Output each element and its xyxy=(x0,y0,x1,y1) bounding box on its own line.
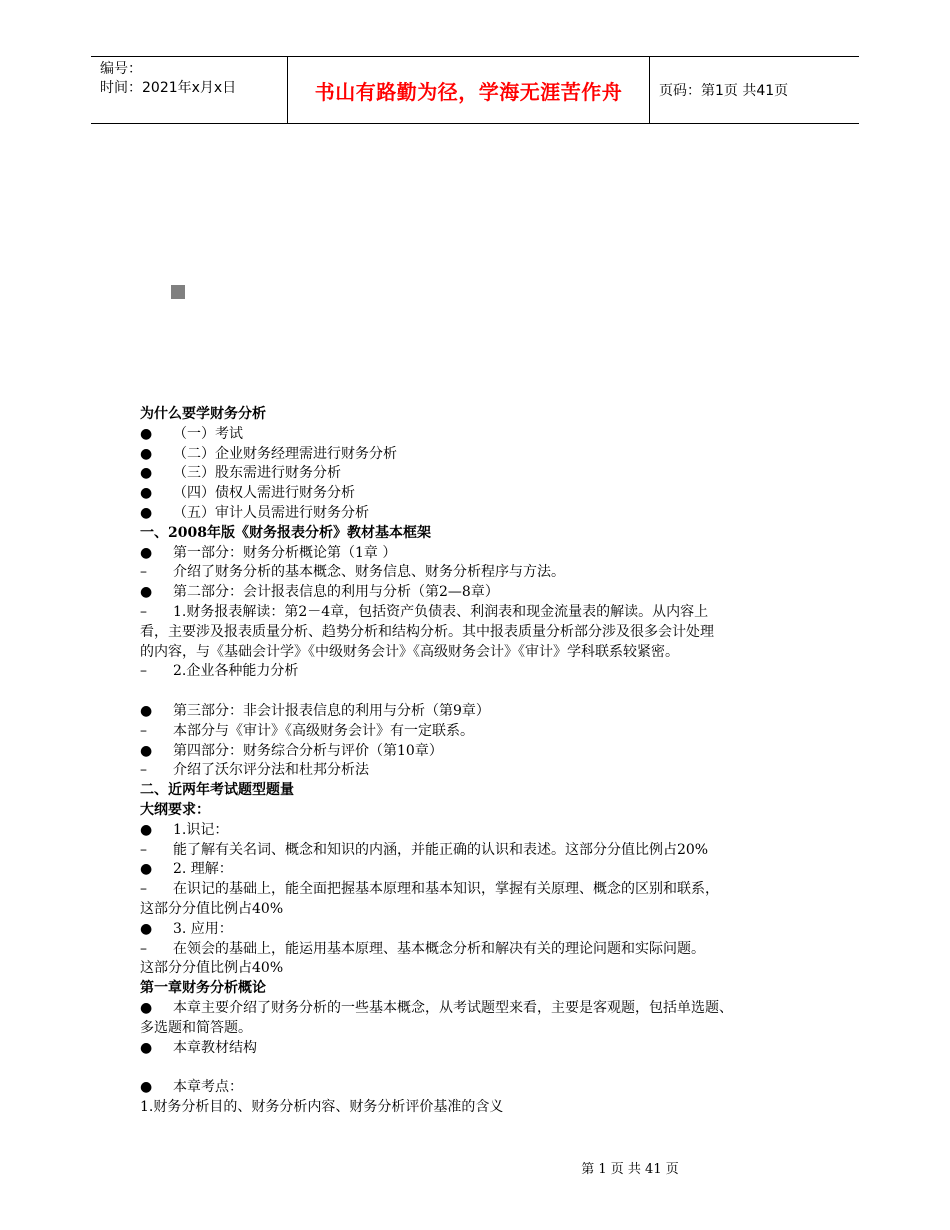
list-item xyxy=(140,484,830,504)
list-item xyxy=(140,445,830,465)
list-item-text: 第一部分：财务分析概论第（1章 ） xyxy=(173,544,397,561)
list-item xyxy=(140,999,830,1019)
list-item xyxy=(140,702,830,722)
list-item xyxy=(140,1039,830,1059)
list-item-text: 第二部分：会计报表信息的利用与分析（第2—8章） xyxy=(173,584,499,601)
dash-icon: – xyxy=(140,841,147,858)
list-item xyxy=(140,504,830,524)
list-item-text: 本章教材结构 xyxy=(173,1039,257,1056)
bullet-icon: ● xyxy=(140,821,153,838)
list-item xyxy=(140,920,830,940)
header-page-cell xyxy=(650,57,859,123)
list-item xyxy=(140,860,830,880)
paragraph-line: 的内容，与《基础会计学》《中级财务会计》《高级财务会计》《审计》学科联系较紧密。 xyxy=(140,643,679,660)
bullet-icon: ● xyxy=(140,544,153,561)
motto-text: 书山有路勤为径，学海无涯苦作舟 xyxy=(314,79,623,104)
bullet-icon: ● xyxy=(140,445,153,462)
time-label: 时间：2021年x月x日 xyxy=(100,80,237,96)
dash-item-text: 能了解有关名词、概念和知识的内涵，并能正确的认识和表述。这部分分值比例占20% xyxy=(173,841,709,858)
dash-icon: – xyxy=(140,762,147,779)
list-item xyxy=(140,544,830,564)
bullet-icon: ● xyxy=(140,999,153,1016)
bullet-icon: ● xyxy=(140,742,153,759)
dash-item-text: 在识记的基础上，能全面把握基本原理和基本知识，掌握有关原理、概念的区别和联系， xyxy=(173,881,719,898)
list-item-text: 第四部分：财务综合分析与评价（第10章） xyxy=(173,742,443,759)
paragraph-line: 1.财务分析目的、财务分析内容、财务分析评价基准的含义 xyxy=(140,1098,504,1115)
dash-item-text: 2.企业各种能力分析 xyxy=(173,663,299,680)
paragraph-line: 这部分分值比例占40% xyxy=(140,900,284,917)
bullet-icon: ● xyxy=(140,1039,153,1056)
dash-icon: – xyxy=(140,881,147,898)
bullet-icon: ● xyxy=(140,504,153,521)
list-item-text: 本章主要介绍了财务分析的一些基本概念，从考试题型来看，主要是客观题，包括单选题、 xyxy=(173,999,733,1016)
blank-line xyxy=(140,1058,830,1078)
list-item-text: （二）企业财务经理需进行财务分析 xyxy=(173,445,397,462)
section-heading-2: 二、近两年考试题型题量 xyxy=(140,782,294,799)
page-header xyxy=(91,56,859,124)
list-item xyxy=(140,583,830,603)
bullet-icon: ● xyxy=(140,702,153,719)
dash-item-text: 在领会的基础上，能运用基本原理、基本概念分析和解决有关的理论问题和实际问题。 xyxy=(173,940,705,957)
dash-item xyxy=(140,662,830,682)
paragraph-line: 多选题和简答题。 xyxy=(140,1019,252,1036)
list-item-text: 2. 理解： xyxy=(173,861,233,878)
dash-item-text: 1.财务报表解读：第2－4章，包括资产负债表、利润表和现金流量表的解读。从内容上 xyxy=(173,603,709,620)
header-motto-cell xyxy=(287,57,650,123)
bullet-icon: ● xyxy=(140,485,153,502)
dash-icon: – xyxy=(140,722,147,739)
dash-item-text: 介绍了财务分析的基本概念、财务信息、财务分析程序与方法。 xyxy=(173,564,565,581)
page-footer: 第 1 页 共 41 页 xyxy=(581,1162,679,1177)
bullet-icon: ● xyxy=(140,1079,153,1096)
page-info: 页码：第1页 共41页 xyxy=(659,83,789,99)
dash-icon: – xyxy=(140,564,147,581)
dash-item-text: 本部分与《审计》《高级财务会计》有一定联系。 xyxy=(173,722,474,739)
dash-item xyxy=(140,841,830,861)
list-item-text: 3. 应用： xyxy=(173,920,233,937)
list-item-text: （五）审计人员需进行财务分析 xyxy=(173,504,369,521)
dash-item xyxy=(140,940,830,960)
list-item-text: 1.识记： xyxy=(173,821,229,838)
list-item xyxy=(140,1078,830,1098)
header-meta-cell xyxy=(91,57,287,123)
paragraph-line: 看，主要涉及报表质量分析、趋势分析和结构分析。其中报表质量分析部分涉及很多会计处理 xyxy=(140,623,714,640)
heading-why: 为什么要学财务分析 xyxy=(140,406,266,422)
list-item xyxy=(140,742,830,762)
bullet-icon: ● xyxy=(140,465,153,482)
bullet-icon: ● xyxy=(140,920,153,937)
list-item-text: 第三部分：非会计报表信息的利用与分析（第9章） xyxy=(173,702,490,719)
dash-item xyxy=(140,563,830,583)
dash-icon: – xyxy=(140,603,147,620)
chapter-heading: 第一章财务分析概论 xyxy=(140,980,266,997)
dash-item xyxy=(140,761,830,781)
document-body xyxy=(140,405,830,1118)
paragraph-line: 这部分分值比例占40% xyxy=(140,960,284,977)
syllabus-heading: 大纲要求： xyxy=(140,801,210,818)
dash-icon: – xyxy=(140,663,147,680)
list-item xyxy=(140,425,830,445)
list-item-text: 本章考点： xyxy=(173,1079,243,1096)
dash-item-text: 介绍了沃尔评分法和杜邦分析法 xyxy=(173,762,369,779)
dash-item xyxy=(140,603,830,623)
blank-line xyxy=(140,682,830,702)
list-item xyxy=(140,821,830,841)
list-item-text: （三）股东需进行财务分析 xyxy=(173,465,341,482)
section-heading-1: 一、2008年版《财务报表分析》教材基本框架 xyxy=(140,524,431,541)
image-placeholder-icon xyxy=(171,285,185,299)
list-item-text: （四）债权人需进行财务分析 xyxy=(173,485,355,502)
bullet-icon: ● xyxy=(140,584,153,601)
dash-item xyxy=(140,880,830,900)
dash-icon: – xyxy=(140,940,147,957)
bullet-icon: ● xyxy=(140,425,153,442)
number-label: 编号： xyxy=(100,61,142,77)
list-item-text: （一）考试 xyxy=(173,425,243,442)
dash-item xyxy=(140,722,830,742)
bullet-icon: ● xyxy=(140,861,153,878)
list-item xyxy=(140,464,830,484)
